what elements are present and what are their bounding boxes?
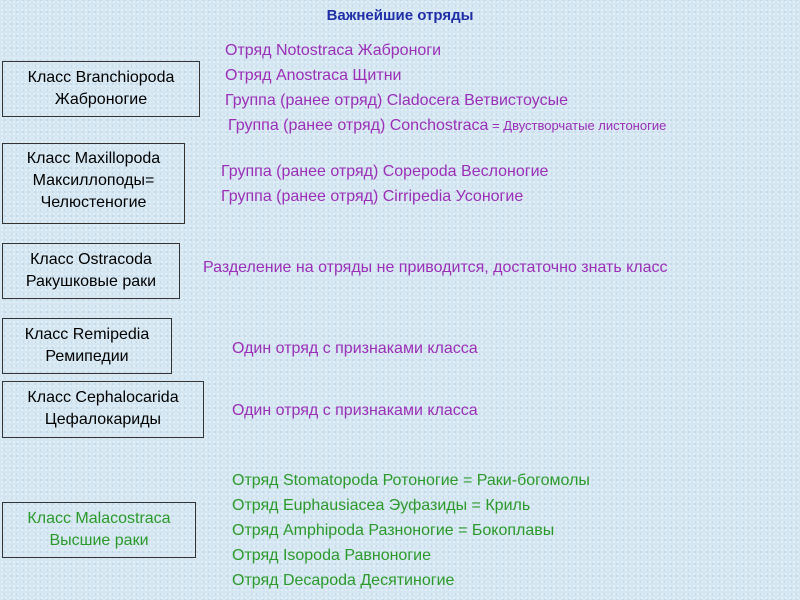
class-latin-name: Класс Ostracoda [30,251,152,268]
order-item: Отряд Notostraca Жаброноги [225,42,442,59]
class-latin-name: Класс Malacostraca [27,510,171,527]
class-russian-name: Ракушковые раки [25,273,157,290]
branchiopoda-orders [225,38,666,138]
order-item: Отряд Anostraca Щитни [225,67,402,84]
class-latin-name: Класс Remipedia [24,326,150,343]
class-latin-name: Класс Maxillopoda [26,150,161,167]
order-item: Отряд Amphipoda Разноногие = Бокоплавы [232,522,555,539]
maxillopoda-orders [221,159,548,209]
order-item: Отряд Stomatopoda Ротоногие = Раки-богомолы [232,472,590,489]
ostracoda-note: Разделение на отряды не приводится, достаточно знать класс [203,259,668,276]
order-item: Группа (ранее отряд) Copepoda Веслоногие [221,163,549,180]
class-latin-name: Класс Cephalocarida [27,389,179,406]
class-russian-name: Цефалокариды [44,411,162,428]
class-box-ostracoda [2,243,180,299]
class-russian-name: Жаброногие [54,91,148,108]
order-item: Группа (ранее отряд) Cirripedia Усоногие [221,188,524,205]
class-box-malacostraca [2,502,196,558]
order-item-conchostraca [225,113,666,138]
class-russian-name: Высшие раки [49,532,149,549]
order-item: Группа (ранее отряд) Cladocera Ветвистоусые [225,92,568,109]
class-box-cephalocarida [2,381,204,438]
order-name: Группа (ранее отряд) Conchostraca [228,117,489,134]
class-russian-name-alt: Челюстеногие [40,194,147,211]
class-russian-name: Максиллоподы= [32,172,155,189]
cephalocarida-note: Один отряд с признаками класса [232,402,478,419]
class-box-remipedia [2,318,172,374]
remipedia-note: Один отряд с признаками класса [232,340,478,357]
class-box-maxillopoda [2,143,185,224]
order-item: Отряд Euphausiacea Эуфазиды = Криль [232,497,531,514]
page-title: Важнейшие отряды [326,7,474,24]
order-item: Отряд Decapoda Десятиногие [232,572,455,589]
class-russian-name: Ремипедии [45,348,129,365]
order-synonym: = Двустворчатые листоногие [488,118,667,133]
malacostraca-orders [232,468,590,593]
class-latin-name: Класс Branchiopoda [27,69,175,86]
order-item: Отряд Isopoda Равноногие [232,547,431,564]
class-box-branchiopoda [2,61,200,117]
